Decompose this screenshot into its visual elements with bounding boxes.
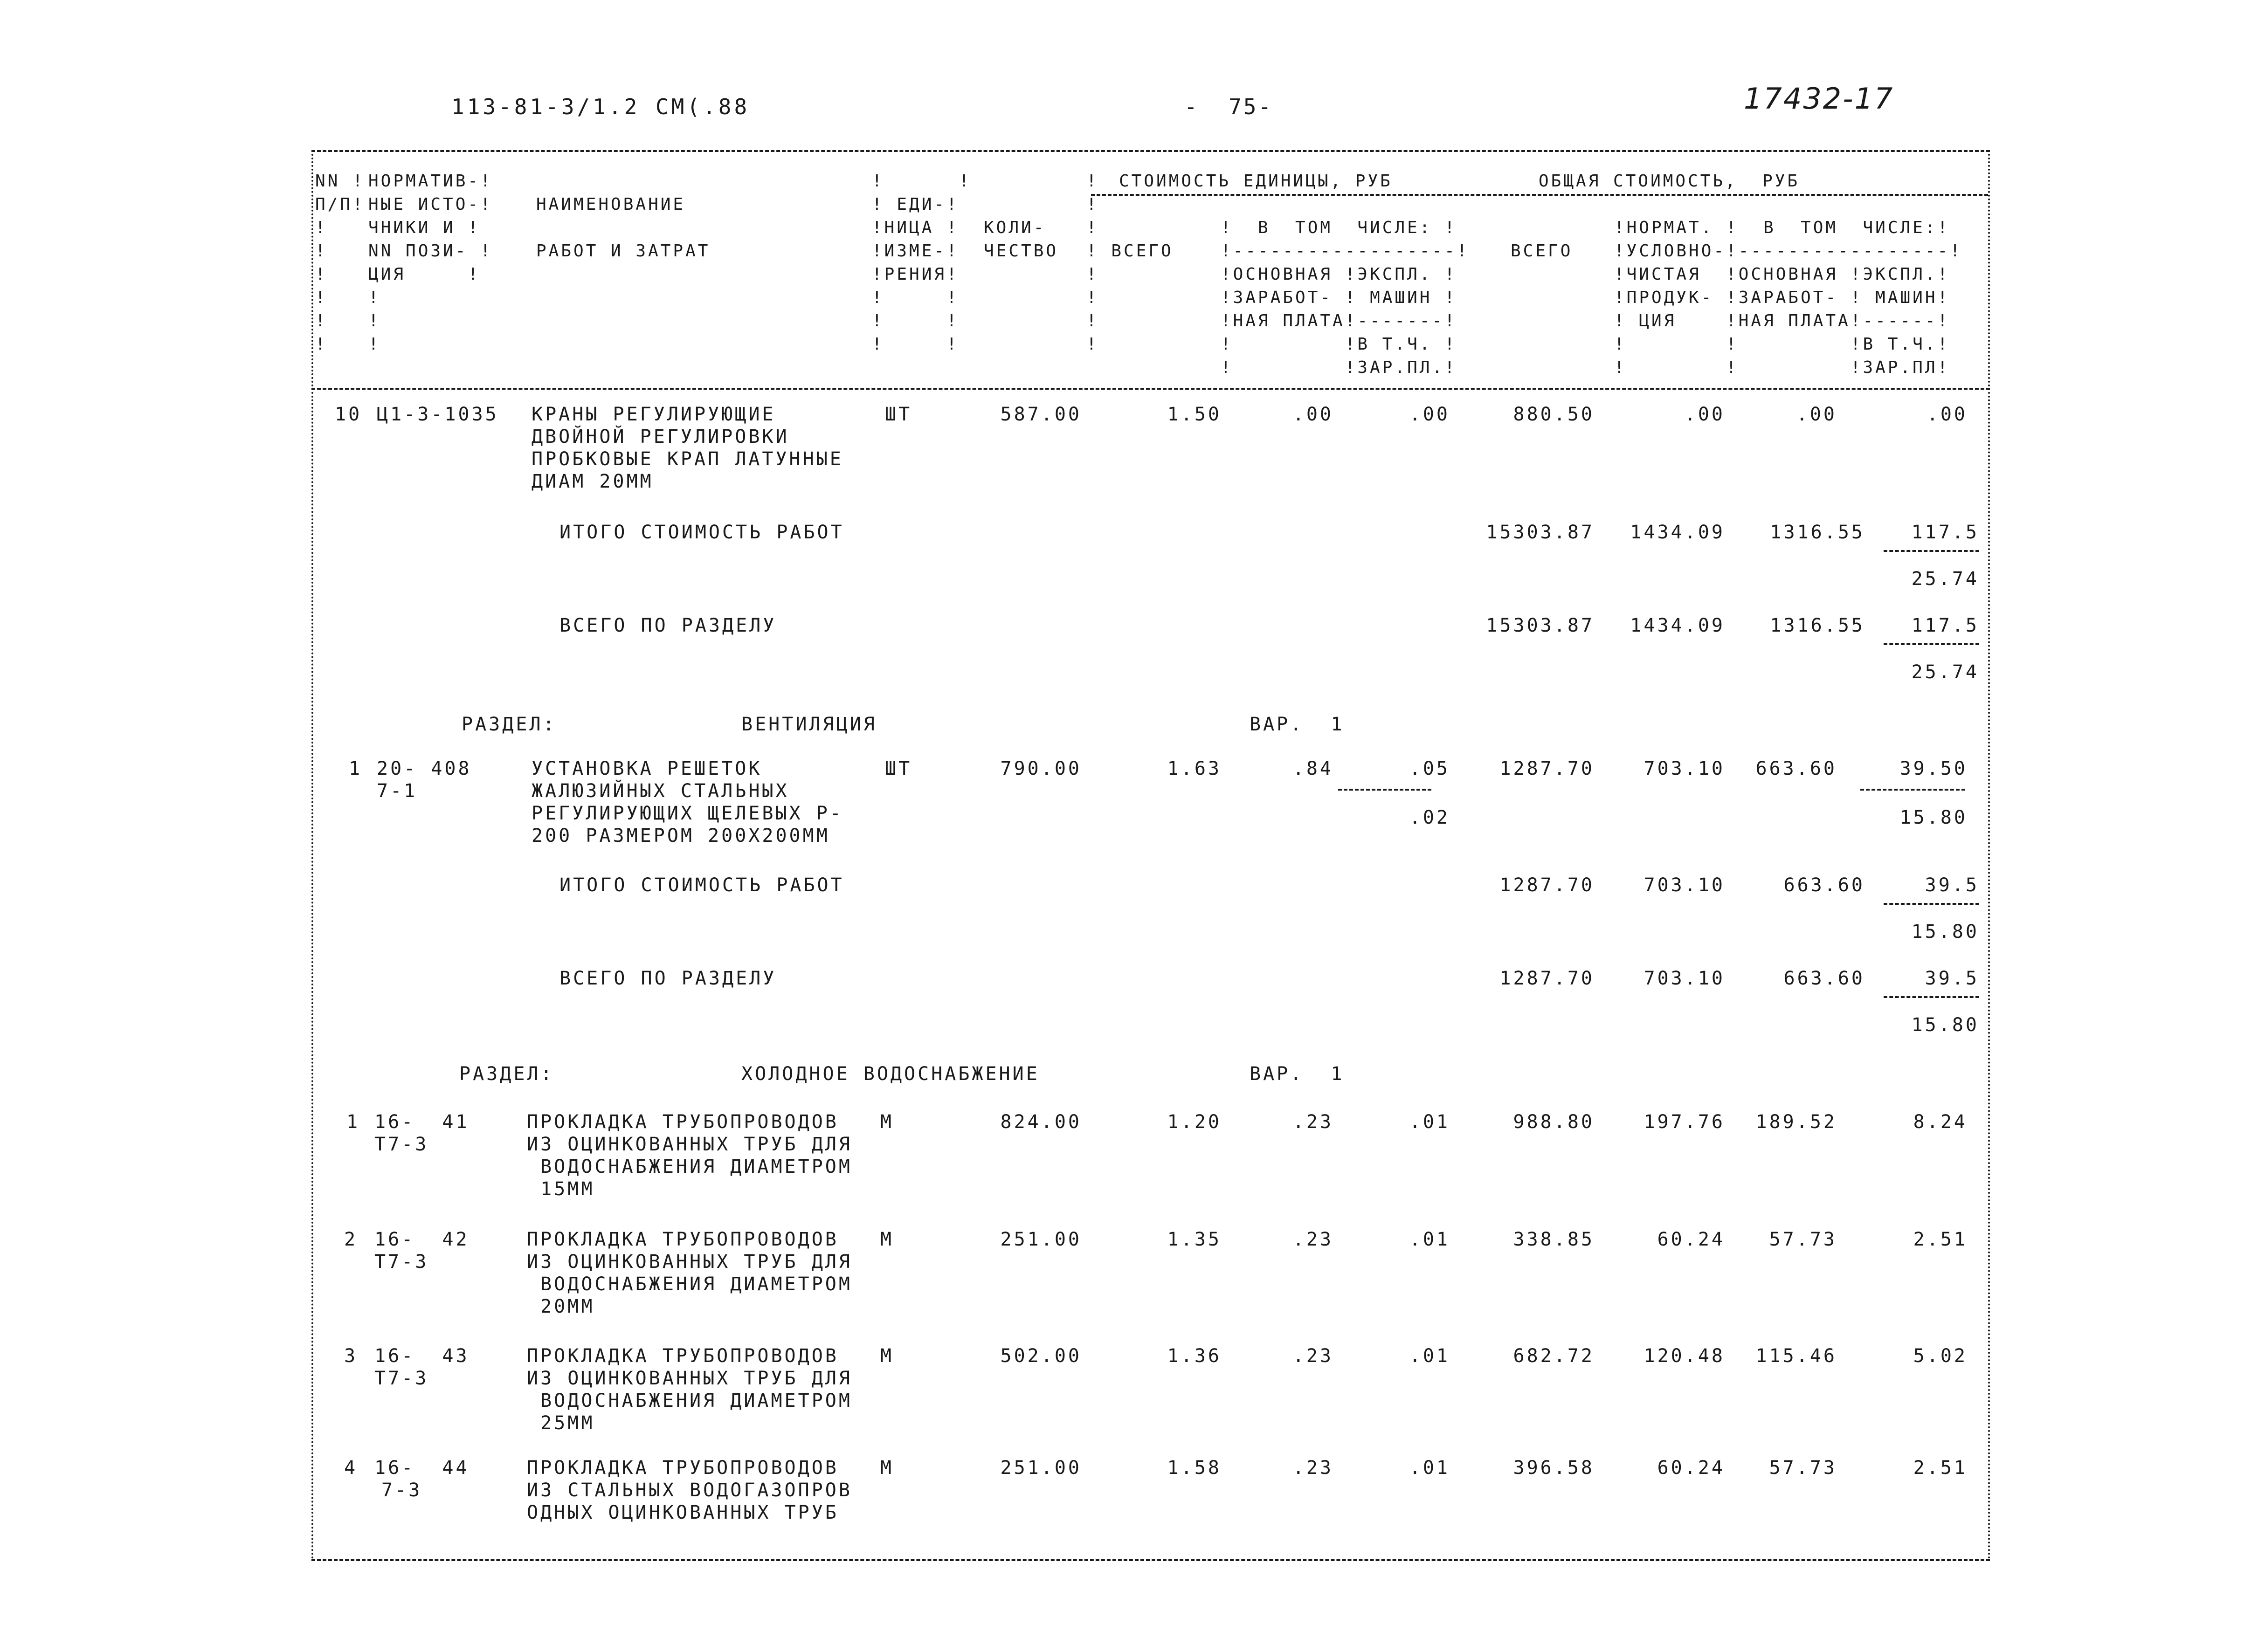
summary-machines-salary: 25.74 — [1911, 661, 1979, 683]
header-col-name: НАИМЕНОВАНИЕ РАБОТ И ЗАТРАТ — [536, 195, 711, 261]
summary-norm: 703.10 — [1643, 874, 1725, 896]
header-col-unit: ! ! ! ЕДИ-! !НИЦА ! !ИЗМЕ-! !РЕНИЯ! ! ! ! ! ! ! — [872, 172, 972, 354]
row-unit-total: 1.58 — [1167, 1457, 1222, 1479]
row-quantity: 251.00 — [1000, 1457, 1082, 1479]
header-col-quantity: КОЛИ- ЧЕСТВО — [984, 218, 1059, 261]
row-number: 2 — [344, 1229, 358, 1250]
section-label: РАЗДЕЛ: — [462, 714, 557, 735]
summary-salary: 1316.55 — [1770, 522, 1865, 543]
table-bottom-border — [311, 1559, 1990, 1561]
row-description: УСТАНОВКА РЕШЕТОК ЖАЛЮЗИЙНЫХ СТАЛЬНЫХ РЕГУЛИРУЮЩИХ ЩЕЛЕВЫХ Р- 200 РАЗМЕРОМ 200Х200ММ — [532, 758, 843, 847]
table-left-border — [311, 150, 313, 1560]
section-name: ВЕНТИЛЯЦИЯ — [741, 714, 877, 735]
summary-label: ВСЕГО ПО РАЗДЕЛУ — [559, 615, 777, 636]
row-unit-machines: .05 — [1409, 758, 1450, 779]
header-total-cost-title: ОБЩАЯ СТОИМОСТЬ, РУБ — [1539, 172, 1800, 191]
row-total: 682.72 — [1513, 1345, 1595, 1367]
row-salary: 57.73 — [1769, 1457, 1837, 1479]
summary-total: 15303.87 — [1486, 522, 1595, 543]
header-col-unit-total: ! ! ! ! ВСЕГО ! ! ! ! — [1086, 172, 1174, 354]
row-description: ПРОКЛАДКА ТРУБОПРОВОДОВ ИЗ ОЦИНКОВАННЫХ ТРУБ ДЛЯ ВОДОСНАБЖЕНИЯ ДИАМЕТРОМ 20ММ — [527, 1229, 852, 1317]
row-norm-net-product: 60.24 — [1657, 1457, 1725, 1479]
row-salary: 57.73 — [1769, 1229, 1837, 1250]
row-norm-net-product: 197.76 — [1643, 1111, 1725, 1133]
header-total-breakdown: !НОРМАТ. ! В ТОМ ЧИСЛЕ:! !УСЛОВНО-!-----------------! !ЧИСТАЯ !ОСНОВНАЯ !ЭКСПЛ.! !ПРОДУК- !ЗАРАБОТ- ! МАШИН! ! ЦИЯ !НАЯ ПЛАТА!------! ! ! !В Т.Ч.! ! ! !ЗАР.ПЛ! — [1614, 218, 1962, 377]
row-number: 4 — [344, 1457, 358, 1479]
row-quantity: 502.00 — [1000, 1345, 1082, 1367]
row-unit: М — [880, 1229, 894, 1250]
row-description: ПРОКЛАДКА ТРУБОПРОВОДОВ ИЗ ОЦИНКОВАННЫХ ТРУБ ДЛЯ ВОДОСНАБЖЕНИЯ ДИАМЕТРОМ 25ММ — [527, 1345, 852, 1434]
summary-total: 15303.87 — [1486, 615, 1595, 636]
summary-machines-salary: 15.80 — [1911, 921, 1979, 943]
header-total-all: ВСЕГО — [1511, 241, 1573, 261]
row-norm-net-product: 120.48 — [1643, 1345, 1725, 1367]
underline — [1884, 643, 1979, 645]
row-description: ПРОКЛАДКА ТРУБОПРОВОДОВ ИЗ ОЦИНКОВАННЫХ ТРУБ ДЛЯ ВОДОСНАБЖЕНИЯ ДИАМЕТРОМ 15ММ — [527, 1111, 852, 1200]
row-number: 1 — [349, 758, 363, 779]
row-unit-salary: .00 — [1292, 404, 1333, 425]
row-total: 880.50 — [1513, 404, 1595, 425]
summary-norm: 703.10 — [1643, 968, 1725, 989]
row-norm-code: 16- 42 — [374, 1229, 470, 1250]
summary-label: ИТОГО СТОИМОСТЬ РАБОТ — [559, 874, 844, 896]
row-unit-machines: .01 — [1409, 1457, 1450, 1479]
row-number: 3 — [344, 1345, 358, 1367]
row-quantity: 824.00 — [1000, 1111, 1082, 1133]
row-unit: ШТ — [885, 758, 912, 779]
row-machines: 2.51 — [1913, 1229, 1968, 1250]
table-right-border — [1988, 150, 1990, 1560]
row-unit-machines-salary: .02 — [1409, 807, 1450, 828]
table-top-border — [311, 150, 1990, 152]
row-unit-total: 1.36 — [1167, 1345, 1222, 1367]
row-salary: 663.60 — [1755, 758, 1837, 779]
summary-label: ВСЕГО ПО РАЗДЕЛУ — [559, 968, 777, 989]
summary-salary: 663.60 — [1783, 968, 1865, 989]
row-description: КРАНЫ РЕГУЛИРУЮЩИЕ ДВОЙНОЙ РЕГУЛИРОВКИ ПРОБКОВЫЕ КРАП ЛАТУННЫЕ ДИАМ 20ММ — [532, 404, 843, 492]
header-unit-cost-title: СТОИМОСТЬ ЕДИНИЦЫ, РУБ — [1119, 172, 1393, 191]
summary-label: ИТОГО СТОИМОСТЬ РАБОТ — [559, 522, 844, 543]
row-total: 396.58 — [1513, 1457, 1595, 1479]
page-number: - 75- — [1184, 94, 1273, 119]
row-norm-code: 16- 43 — [374, 1345, 470, 1367]
row-machines: 8.24 — [1913, 1111, 1968, 1133]
row-unit-total: 1.20 — [1167, 1111, 1222, 1133]
row-norm-code: 16- 44 — [374, 1457, 470, 1479]
row-norm-code-suffix: 7-1 — [377, 780, 418, 802]
summary-norm: 1434.09 — [1630, 522, 1725, 543]
row-norm-net-product: 60.24 — [1657, 1229, 1725, 1250]
row-unit-salary: .23 — [1292, 1111, 1333, 1133]
row-unit: М — [880, 1345, 894, 1367]
summary-salary: 1316.55 — [1770, 615, 1865, 636]
row-unit-salary: .23 — [1292, 1229, 1333, 1250]
row-quantity: 251.00 — [1000, 1229, 1082, 1250]
row-norm-code: Ц1-3-1035 — [377, 404, 499, 425]
underline — [1884, 550, 1979, 552]
row-unit-salary: .23 — [1292, 1457, 1333, 1479]
row-unit-machines: .01 — [1409, 1345, 1450, 1367]
summary-machines: 39.5 — [1925, 874, 1979, 896]
row-salary: .00 — [1796, 404, 1837, 425]
row-machines: 39.50 — [1899, 758, 1968, 779]
underline — [1884, 996, 1979, 998]
summary-salary: 663.60 — [1783, 874, 1865, 896]
section-label: РАЗДЕЛ: — [459, 1063, 554, 1085]
row-machines: .00 — [1927, 404, 1968, 425]
table-header-divider — [311, 388, 1990, 390]
underline — [1860, 789, 1965, 791]
row-quantity: 587.00 — [1000, 404, 1082, 425]
header-unit-cost-breakdown: ! В ТОМ ЧИСЛЕ: ! !------------------! !ОСНОВНАЯ !ЭКСПЛ. ! !ЗАРАБОТ- ! МАШИН ! !НАЯ ПЛАТА!-------! ! !В Т.Ч. ! ! !ЗАР.ПЛ.! — [1221, 218, 1470, 377]
row-unit-salary: .84 — [1292, 758, 1333, 779]
row-unit-total: 1.35 — [1167, 1229, 1222, 1250]
row-salary: 189.52 — [1755, 1111, 1837, 1133]
row-unit-machines: .01 — [1409, 1111, 1450, 1133]
row-unit: ШТ — [885, 404, 912, 425]
row-unit-salary: .23 — [1292, 1345, 1333, 1367]
summary-machines: 39.5 — [1925, 968, 1979, 989]
underline — [1338, 789, 1431, 791]
row-unit-total: 1.50 — [1167, 404, 1222, 425]
row-machines: 5.02 — [1913, 1345, 1968, 1367]
handwritten-stamp: 17432-17 — [1744, 82, 1894, 116]
row-machines-salary: 15.80 — [1899, 807, 1968, 828]
row-norm-net-product: 703.10 — [1643, 758, 1725, 779]
cost-header-rule — [1091, 194, 1988, 196]
section-variant: ВАР. 1 — [1250, 714, 1345, 735]
row-unit-total: 1.63 — [1167, 758, 1222, 779]
row-norm-net-product: .00 — [1684, 404, 1725, 425]
summary-total: 1287.70 — [1499, 874, 1595, 896]
header-col-number: NN ! П/П! ! ! ! ! ! ! — [315, 172, 365, 354]
row-number: 1 — [346, 1111, 360, 1133]
row-total: 338.85 — [1513, 1229, 1595, 1250]
row-unit: М — [880, 1457, 894, 1479]
row-machines: 2.51 — [1913, 1457, 1968, 1479]
document-code: 113-81-3/1.2 СМ(.88 — [451, 94, 750, 119]
row-norm-code: 20- 408 — [377, 758, 472, 779]
row-norm-code-suffix: 7-3 — [381, 1480, 422, 1501]
section-variant: ВАР. 1 — [1250, 1063, 1345, 1085]
summary-machines-salary: 25.74 — [1911, 568, 1979, 590]
row-norm-code-suffix: Т7-3 — [374, 1251, 429, 1273]
section-name: ХОЛОДНОЕ ВОДОСНАБЖЕНИЕ — [741, 1063, 1040, 1085]
row-salary: 115.46 — [1755, 1345, 1837, 1367]
row-total: 1287.70 — [1499, 758, 1595, 779]
summary-machines: 117.5 — [1911, 522, 1979, 543]
summary-machines: 117.5 — [1911, 615, 1979, 636]
row-unit-machines: .01 — [1409, 1229, 1450, 1250]
row-number: 10 — [335, 404, 362, 425]
row-unit-machines: .00 — [1409, 404, 1450, 425]
row-unit: М — [880, 1111, 894, 1133]
summary-machines-salary: 15.80 — [1911, 1014, 1979, 1036]
summary-total: 1287.70 — [1499, 968, 1595, 989]
underline — [1884, 903, 1979, 905]
row-quantity: 790.00 — [1000, 758, 1082, 779]
summary-norm: 1434.09 — [1630, 615, 1725, 636]
row-total: 988.80 — [1513, 1111, 1595, 1133]
row-description: ПРОКЛАДКА ТРУБОПРОВОДОВ ИЗ СТАЛЬНЫХ ВОДОГАЗОПРОВ ОДНЫХ ОЦИНКОВАННЫХ ТРУБ — [527, 1457, 852, 1523]
row-norm-code-suffix: Т7-3 — [374, 1368, 429, 1389]
row-norm-code-suffix: Т7-3 — [374, 1134, 429, 1155]
header-col-norm-source: НОРМАТИВ-! НЫЕ ИСТО-! ЧНИКИ И ! NN ПОЗИ- ! ЦИЯ ! ! ! ! — [368, 172, 493, 354]
row-norm-code: 16- 41 — [374, 1111, 470, 1133]
